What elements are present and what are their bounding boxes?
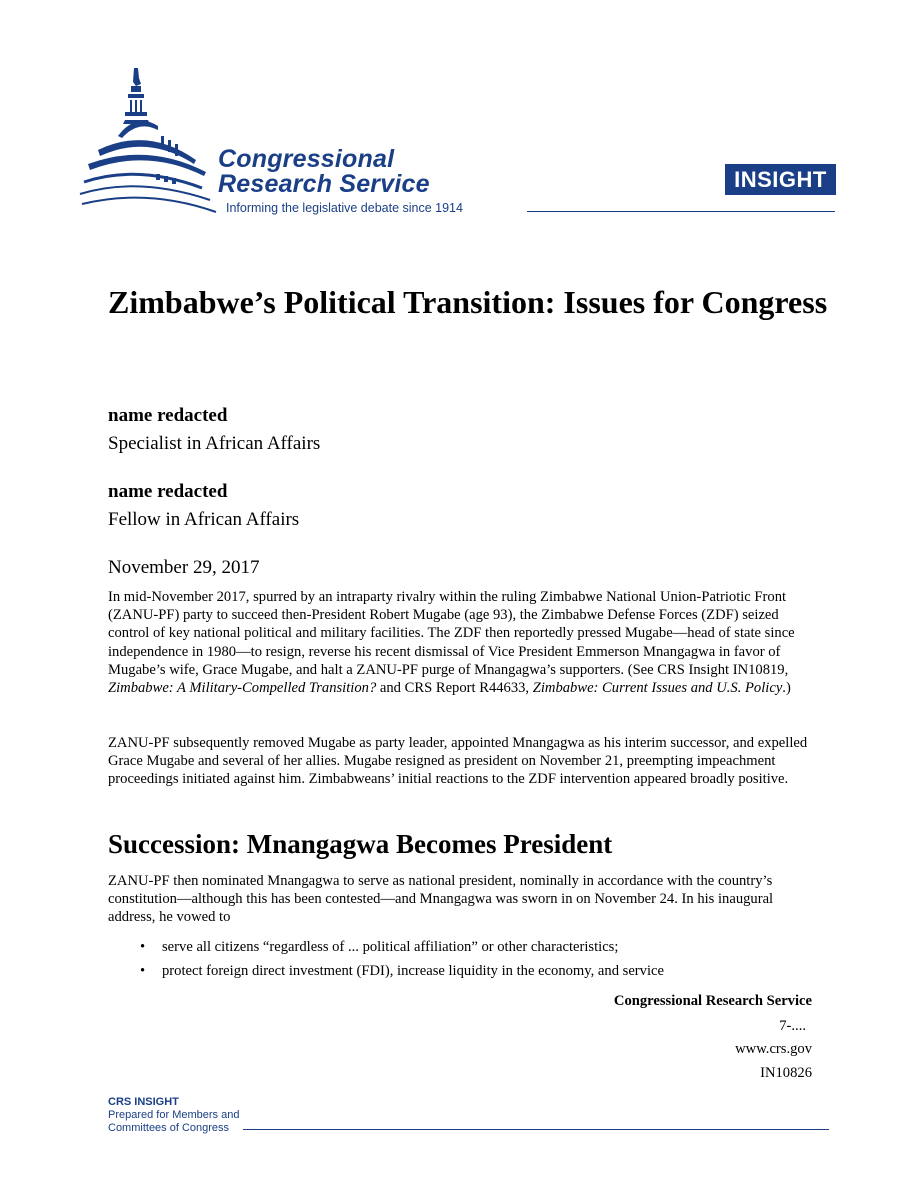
report-reference-link[interactable]: Zimbabwe: Current Issues and U.S. Policy [532, 680, 783, 697]
document-title: Zimbabwe’s Political Transition: Issues for Congress [108, 284, 828, 320]
footer-rule [243, 1129, 829, 1130]
header-rule [527, 211, 835, 212]
body-paragraph: ZANU-PF then nominated Mnangagwa to serve as national president, nominally in accordance with the country’s constitution—although this has been contested—and Mnangagwa was sworn in on November 24. In his inaugural address, he vowed to [108, 873, 774, 926]
crs-name-line1: Congressional [218, 145, 395, 173]
footer-series-label: CRS INSIGHT [108, 1096, 179, 1108]
author-role: Fellow in African Affairs [108, 509, 300, 530]
publication-date: November 29, 2017 [108, 557, 260, 578]
paragraph-text: .) [782, 680, 791, 697]
bullet-text: protect foreign direct investment (FDI), increase liquidity in the economy, and service [162, 963, 664, 979]
footer-report-id: IN10826 [760, 1065, 812, 1081]
insight-badge: INSIGHT [725, 164, 836, 195]
author-role: Specialist in African Affairs [108, 433, 321, 454]
body-paragraph [108, 588, 814, 697]
footer-organization: Congressional Research Service [613, 993, 812, 1009]
body-paragraph: ZANU-PF subsequently removed Mugabe as party leader, appointed Mnangagwa as his interim successor, and expelled Grace Mugabe and several of her allies. Mugabe resigned as president on November 21, preempting impeachment proceedings initiated against him. Zimbabweans’ initial reactions to the ZDF intervention appeared broadly positive. [108, 735, 808, 788]
crs-capitol-logo [78, 64, 218, 214]
bullet-text: serve all citizens “regardless of ... political affiliation” or other characteristics; [162, 939, 619, 955]
section-heading: Succession: Mnangagwa Becomes President [108, 829, 613, 859]
paragraph-text: In mid-November 2017, spurred by an intraparty rivalry within the ruling Zimbabwe National Union-Patriotic Front (ZANU-PF) party to succeed then-President Robert Mugabe (age 93), the Zimbabwe Defense Forces (ZDF) seized control of key national political and military facilities. The ZDF then reportedly pressed Mugabe—head of state since independence in 1980—to resign, reverse his recent dismissal of Vice President Emmerson Mnangagwa in favor of Mugabe’s wife, Grace Mugabe, and halt a ZANU-PF purge of Mnangagwa’s supporters. (See CRS Insight IN10819, [108, 589, 795, 678]
bullet-dot: • [140, 963, 146, 979]
author-name: name redacted [108, 405, 228, 426]
bullet-dot: • [140, 939, 146, 955]
paragraph-text: and CRS Report R44633, [376, 680, 533, 697]
crs-name-line2: Research Service [218, 170, 430, 198]
author-name: name redacted [108, 481, 228, 502]
report-reference-link[interactable]: Zimbabwe: A Military-Compelled Transition? [108, 680, 377, 697]
footer-page-number: 7-.... [779, 1018, 806, 1034]
crs-tagline: Informing the legislative debate since 1914 [226, 201, 463, 215]
footer-website-link[interactable]: www.crs.gov [735, 1041, 812, 1057]
footer-prepared-for: Prepared for Members and [108, 1109, 240, 1121]
footer-committees: Committees of Congress [108, 1122, 230, 1134]
